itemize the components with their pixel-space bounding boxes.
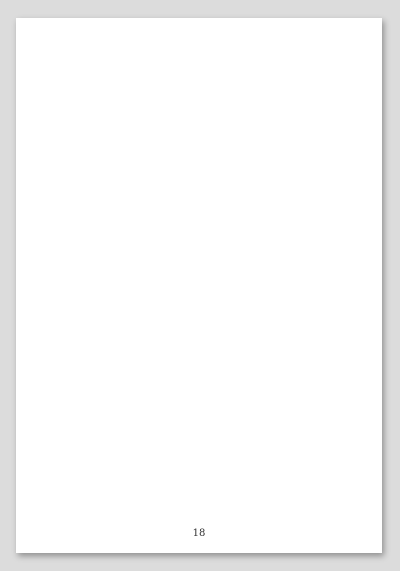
body-text-top-tier [56, 46, 354, 271]
book-page [16, 18, 382, 553]
body-text-bottom-tier [56, 288, 354, 513]
page-number: 18 [192, 528, 206, 539]
